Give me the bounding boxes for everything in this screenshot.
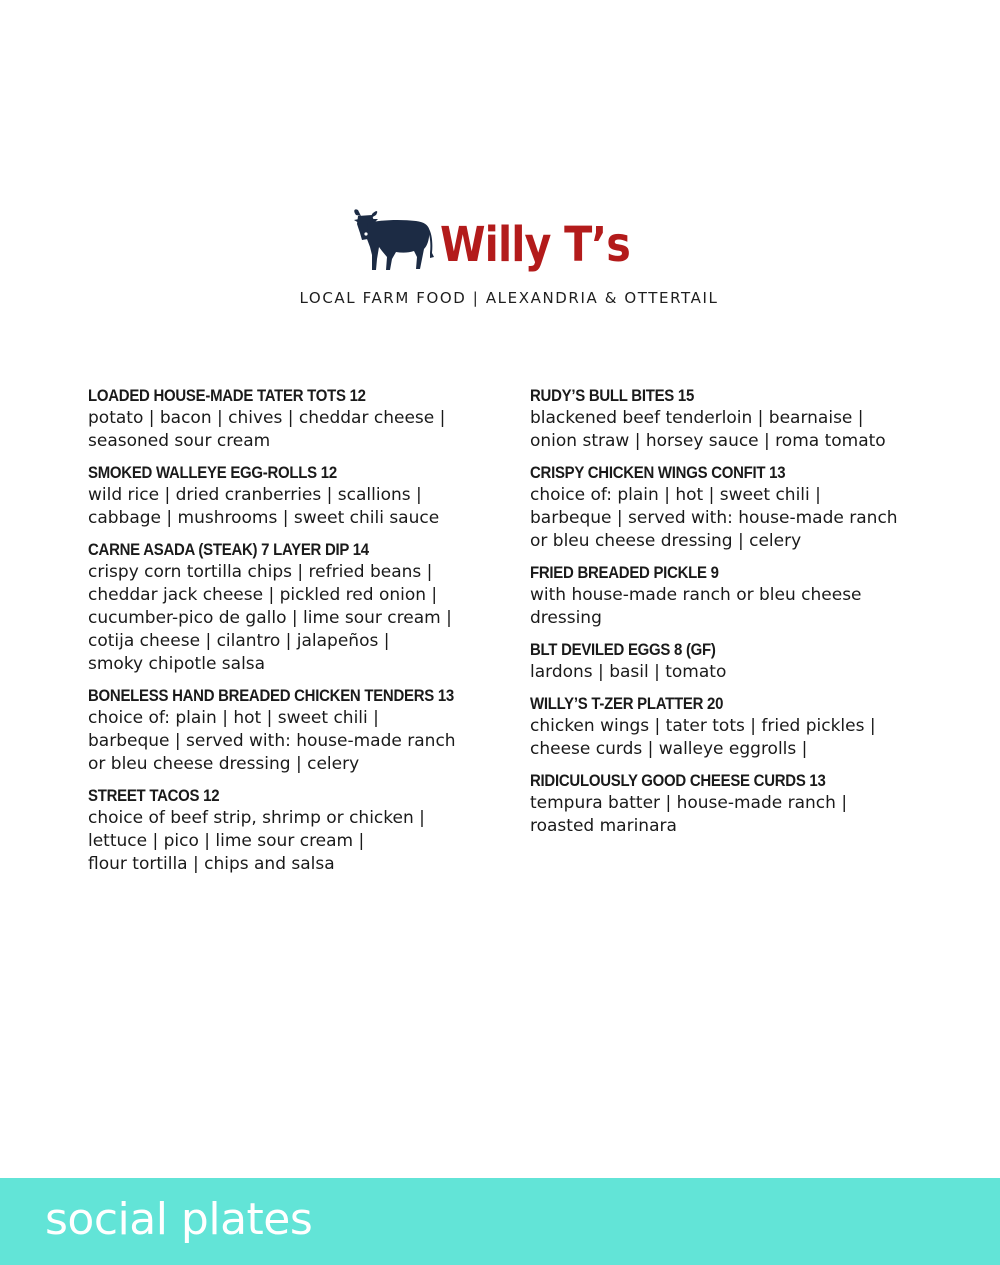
menu-item-description: with house-made ranch or bleu cheese bbox=[530, 585, 862, 605]
menu-item bbox=[530, 693, 950, 761]
menu-item-description: crispy corn tortilla chips | refried beans | bbox=[88, 562, 433, 582]
menu-item-title: BONELESS HAND BREADED CHICKEN TENDERS 13 bbox=[88, 686, 454, 705]
menu-item-description: or bleu cheese dressing | celery bbox=[530, 531, 802, 551]
menu-item bbox=[88, 462, 508, 530]
menu-item bbox=[530, 462, 950, 553]
menu-header bbox=[0, 205, 1000, 315]
menu-item-description: tempura batter | house-made ranch | bbox=[530, 793, 848, 813]
menu-item-description: dressing bbox=[530, 608, 602, 628]
menu-item-title: RUDY’S BULL BITES 15 bbox=[530, 386, 695, 405]
menu-item-title: CARNE ASADA (STEAK) 7 LAYER DIP 14 bbox=[88, 540, 369, 559]
menu-item-title: FRIED BREADED PICKLE 9 bbox=[530, 563, 719, 582]
section-title: social plates bbox=[45, 1194, 313, 1245]
menu-item-description: barbeque | served with: house-made ranch bbox=[88, 731, 456, 751]
brand-name: Willy T’s bbox=[440, 217, 630, 273]
menu-item bbox=[530, 385, 950, 453]
menu-item-description: cucumber-pico de gallo | lime sour cream | bbox=[88, 608, 452, 628]
menu-column-left bbox=[88, 385, 508, 885]
menu-item-description: cotija cheese | cilantro | jalapeños | bbox=[88, 631, 390, 651]
menu-item-description: potato | bacon | chives | cheddar cheese | bbox=[88, 408, 446, 428]
menu-item-description: smoky chipotle salsa bbox=[88, 654, 266, 674]
menu-item-description: cabbage | mushrooms | sweet chili sauce bbox=[88, 508, 440, 528]
menu-item bbox=[88, 685, 508, 776]
menu-item-description: cheese curds | walleye eggrolls | bbox=[530, 739, 808, 759]
menu-item-description: onion straw | horsey sauce | roma tomato bbox=[530, 431, 886, 451]
cow-icon bbox=[352, 207, 436, 277]
menu-item-description: lardons | basil | tomato bbox=[530, 662, 727, 682]
menu-item-description: lettuce | pico | lime sour cream | bbox=[88, 831, 365, 851]
menu-item bbox=[88, 539, 508, 676]
menu-item-description: choice of beef strip, shrimp or chicken | bbox=[88, 808, 425, 828]
menu-item-title: STREET TACOS 12 bbox=[88, 786, 220, 805]
menu-item-title: WILLY’S T-ZER PLATTER 20 bbox=[530, 694, 724, 713]
menu-item-description: blackened beef tenderloin | bearnaise | bbox=[530, 408, 864, 428]
menu-item-title: LOADED HOUSE-MADE TATER TOTS 12 bbox=[88, 386, 366, 405]
menu-item bbox=[530, 639, 950, 684]
menu-item-description: choice of: plain | hot | sweet chili | bbox=[88, 708, 379, 728]
menu-item-description: chicken wings | tater tots | fried pickles | bbox=[530, 716, 876, 736]
menu-item-description: flour tortilla | chips and salsa bbox=[88, 854, 335, 874]
menu-item bbox=[88, 785, 508, 876]
tagline: LOCAL FARM FOOD | ALEXANDRIA & OTTERTAIL bbox=[299, 289, 719, 307]
section-footer-band bbox=[0, 1178, 1000, 1265]
menu-item-description: barbeque | served with: house-made ranch bbox=[530, 508, 898, 528]
menu-item-title: SMOKED WALLEYE EGG-ROLLS 12 bbox=[88, 463, 337, 482]
menu-item-title: CRISPY CHICKEN WINGS CONFIT 13 bbox=[530, 463, 786, 482]
menu-item-description: wild rice | dried cranberries | scallions | bbox=[88, 485, 422, 505]
menu-item bbox=[530, 562, 950, 630]
menu-item-description: roasted marinara bbox=[530, 816, 677, 836]
menu-item-description: seasoned sour cream bbox=[88, 431, 271, 451]
menu-item bbox=[88, 385, 508, 453]
menu-item bbox=[530, 770, 950, 838]
menu-item-title: RIDICULOUSLY GOOD CHEESE CURDS 13 bbox=[530, 771, 826, 790]
menu-item-description: cheddar jack cheese | pickled red onion | bbox=[88, 585, 438, 605]
menu-column-right bbox=[530, 385, 950, 847]
menu-item-description: choice of: plain | hot | sweet chili | bbox=[530, 485, 821, 505]
menu-item-description: or bleu cheese dressing | celery bbox=[88, 754, 360, 774]
menu-item-title: BLT DEVILED EGGS 8 (GF) bbox=[530, 640, 716, 659]
